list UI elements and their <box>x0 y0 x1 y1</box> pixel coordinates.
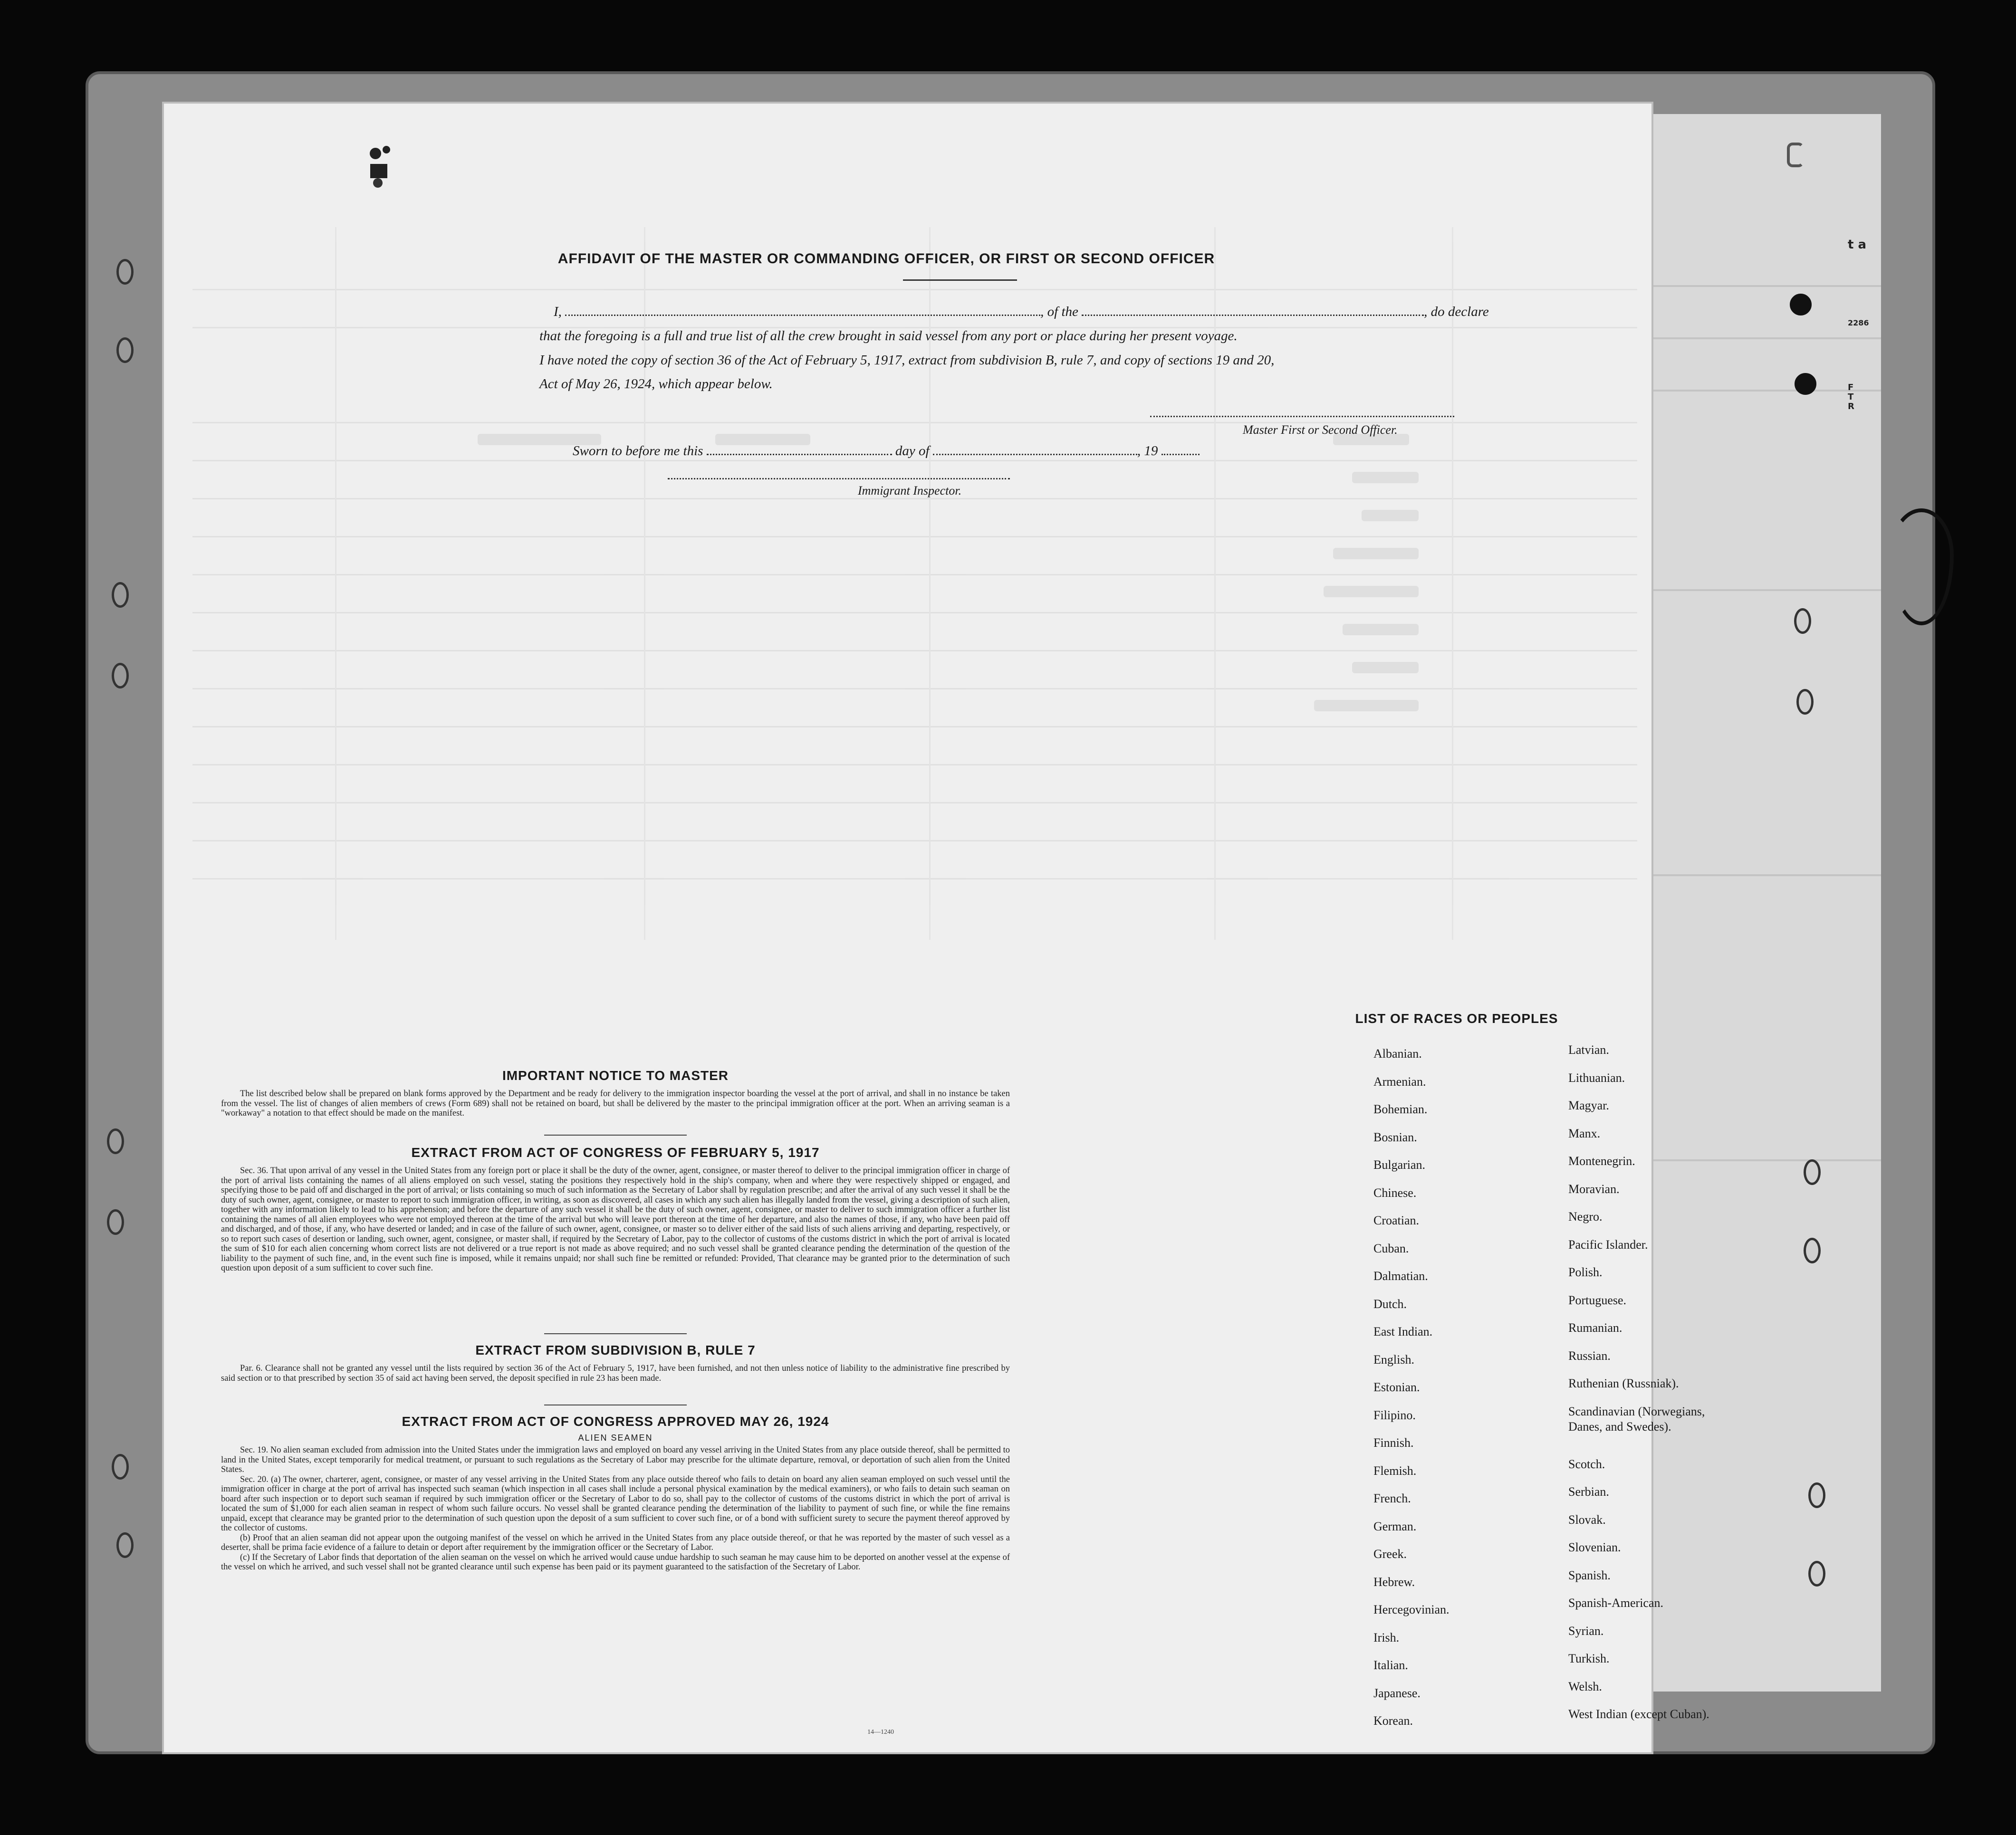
ghost-rule <box>192 764 1637 765</box>
affidavit-line-2: that the foregoing is a full and true list of all the crew brought in said vessel from any port or place during her present voyage. <box>539 328 1238 344</box>
race-item: Bosnian. <box>1373 1130 1417 1144</box>
sec-19-paragraph: Sec. 19. No alien seaman excluded from admission into the United States under the immigration laws and employed on board any vessel arriving in the United States from any place outside thereof, shall be permitted to land in the United States, except temporarily for medical treatment, or pursuant to such regulations as the Secretary of Labor may prescribe for the ultimate departure, removal, or deportation of such alien from the United States. <box>221 1445 1010 1474</box>
name-blank[interactable] <box>565 305 1040 316</box>
binder-hole <box>112 582 129 608</box>
notice-heading: IMPORTANT NOTICE TO MASTER <box>502 1068 729 1083</box>
master-signature-label: Master First or Second Officer. <box>1243 423 1398 437</box>
extract-1917-heading: EXTRACT FROM ACT OF CONGRESS OF FEBRUARY 5, 1917 <box>411 1145 820 1160</box>
race-item: Polish. <box>1568 1265 1603 1279</box>
ghost-rule <box>192 726 1637 727</box>
ghost-rule <box>192 650 1637 651</box>
sworn-year-blank[interactable] <box>1162 444 1200 455</box>
race-item: Portuguese. <box>1568 1293 1627 1307</box>
race-item: Ruthenian (Russniak). <box>1568 1376 1679 1390</box>
race-item: Hercegovinian. <box>1373 1603 1450 1616</box>
race-item: Greek. <box>1373 1547 1407 1561</box>
ghost-entry <box>1314 700 1419 711</box>
race-item: English. <box>1373 1352 1414 1367</box>
sworn-day-of: day of <box>895 443 930 459</box>
ghost-entry <box>1324 586 1419 597</box>
race-item: Spanish-American. <box>1568 1596 1664 1610</box>
binder-hole <box>116 337 134 363</box>
ghost-rule <box>1634 589 1881 591</box>
section-rule <box>544 1333 687 1334</box>
punch-hole <box>1808 1561 1825 1587</box>
race-item: Irish. <box>1373 1630 1400 1644</box>
extract-1917-text <box>221 1166 1010 1273</box>
ghost-rule <box>192 574 1637 575</box>
race-item: Bulgarian. <box>1373 1158 1426 1172</box>
notice-paragraph: The list described below shall be prepared on blank forms approved by the Department and be ready for delivery to the immigration inspector boarding the vessel at the port of arrival, and shall in no instance be taken from the vessel. The list of changes of alien members of crews (Form 689) shall not be retained on board, but shall be delivered by the master to the principal immigration officer at the port. When an arriving seaman is a "workaway" a notation to that effect should be made on the manifest. <box>221 1089 1010 1118</box>
race-item: Latvian. <box>1568 1043 1609 1057</box>
race-item: German. <box>1373 1519 1417 1533</box>
race-item: Scandinavian (Norwegians, <box>1568 1404 1705 1418</box>
race-item: Magyar. <box>1568 1099 1609 1112</box>
race-item: Montenegrin. <box>1568 1154 1635 1168</box>
race-item: Russian. <box>1568 1348 1611 1363</box>
affidavit-line-1 <box>554 304 1489 320</box>
races-title: LIST OF RACES OR PEOPLES <box>1355 1011 1558 1026</box>
ghost-rule <box>192 802 1637 803</box>
affidavit-line-3: I have noted the copy of section 36 of the Act of February 5, 1917, extract from subdivision B, rule 7, and copy of sections 19 and 20, <box>539 353 1275 368</box>
ghost-rule <box>1634 874 1881 876</box>
binder-hole <box>116 1532 134 1558</box>
binder-hole <box>112 1454 129 1480</box>
par-6-paragraph: Par. 6. Clearance shall not be granted any vessel until the lists required by section 36 of the Act of February 5, 1917, have been furnished, and not then unless notice of liability to the administrative fine prescribed by said section or to that prescribed by section 35 of said act having been served, the deposit specified in rule 23 has been made. <box>221 1364 1010 1383</box>
punch-hole <box>1794 608 1811 634</box>
ghost-entry <box>1333 548 1419 559</box>
sworn-day-blank[interactable] <box>707 444 892 455</box>
race-item: Spanish. <box>1568 1568 1611 1582</box>
edge-letters: t a <box>1848 238 1867 252</box>
vessel-blank[interactable] <box>1082 305 1424 316</box>
punch-hole <box>1804 1159 1821 1185</box>
race-item: Finnish. <box>1373 1436 1414 1450</box>
race-item: Japanese. <box>1373 1686 1421 1700</box>
master-signature-line[interactable] <box>1150 416 1454 417</box>
race-item: Italian. <box>1373 1658 1408 1672</box>
ghost-rule <box>192 840 1637 841</box>
ghost-rule <box>1634 337 1881 339</box>
race-item: Cuban. <box>1373 1241 1409 1255</box>
binder-hole <box>107 1128 124 1154</box>
sworn-line <box>573 443 1200 459</box>
ghost-rule <box>192 878 1637 879</box>
notice-text <box>221 1089 1010 1118</box>
edge-number: 2286 <box>1848 318 1869 327</box>
race-item: East Indian. <box>1373 1325 1433 1338</box>
race-item: Estonian. <box>1373 1380 1420 1394</box>
ghost-rule <box>192 536 1637 537</box>
race-item: Dalmatian. <box>1373 1269 1428 1283</box>
binder-hole <box>116 259 134 285</box>
ghost-rule <box>192 688 1637 689</box>
binder-hole <box>112 663 129 688</box>
race-item: Slovenian. <box>1568 1540 1621 1555</box>
ghost-entry <box>1352 662 1419 673</box>
race-item: Serbian. <box>1568 1485 1609 1499</box>
race-item: Rumanian. <box>1568 1321 1622 1335</box>
subdivision-b-text <box>221 1364 1010 1383</box>
alien-seamen-subheading: ALIEN SEAMEN <box>578 1433 653 1443</box>
race-item: Turkish. <box>1568 1652 1610 1666</box>
ghost-rule <box>1634 390 1881 392</box>
binder-hole <box>107 1209 124 1235</box>
sworn-year-prefix: , 19 <box>1137 443 1158 459</box>
race-item: Slovak. <box>1568 1512 1606 1527</box>
sworn-prefix: Sworn to before me this <box>573 443 703 459</box>
ghost-entry <box>1343 624 1419 635</box>
race-item: Flemish. <box>1373 1463 1417 1478</box>
ghost-rule <box>192 612 1637 613</box>
inspector-signature-label: Immigrant Inspector. <box>858 484 962 497</box>
punch-hole <box>1796 689 1814 715</box>
punch-hole <box>1795 373 1816 395</box>
sec-20a-paragraph: Sec. 20. (a) The owner, charterer, agent, consignee, or master of any vessel arriving in the United States from any place outside thereof who fails to detain on board any alien seaman employed on such vessel until the immigration officer in charge at the port of arrival has inspected such seaman (which inspection in all cases shall include a personal physical examination by the medical examiners), or who fails to detain such seaman on board after such inspection or to deport such seaman if required by such immigration officer or the Secretary of Labor to do so, shall pay to the collector of customs of the customs district in which the port of arrival is located the sum of $1,000 for each alien seaman in respect of whom such failure occurs. No vessel shall be granted clearance pending the determination of the liability to payment of such fine, or while the fine remains unpaid, except that clearance may be granted prior to the determination of such question upon the deposit of a sum sufficient to cover such fine, or of a bond with sufficient surety to secure the payment thereof approved by the collector of customs. <box>221 1474 1010 1533</box>
subdivision-b-heading: EXTRACT FROM SUBDIVISION B, RULE 7 <box>475 1343 756 1357</box>
race-item: Hebrew. <box>1373 1575 1415 1589</box>
race-item: Lithuanian. <box>1568 1070 1625 1085</box>
punch-hole <box>1804 1238 1821 1263</box>
affidavit-i-label: I, <box>554 304 562 319</box>
race-item: Moravian. <box>1568 1182 1620 1196</box>
race-item: West Indian (except Cuban). <box>1568 1707 1709 1721</box>
sec-20c-paragraph: (c) If the Secretary of Labor finds that deportation of the alien seaman on the vessel on which he arrived would cause undue hardship to such seaman he may cause him to be deported on another vessel at the expense of the vessel on which he arrived, and such vessel shall not be granted clearance until such expense has been paid or its payment guaranteed to the satisfaction of the Secretary of Labor. <box>221 1552 1010 1572</box>
sec-20b-paragraph: (b) Proof that an alien seaman did not appear upon the outgoing manifest of the vessel on which he arrived in the United States from any place outside thereof, or that he was reported by the master of such vessel as a deserter, shall be prima facie evidence of a failure to detain or deport after requirement by the immigration officer or the Secretary of Labor. <box>221 1533 1010 1552</box>
race-item: Croatian. <box>1373 1214 1420 1227</box>
manifest-back-page <box>164 104 1709 1752</box>
race-item: Korean. <box>1373 1714 1413 1728</box>
punch-hole <box>1790 294 1812 315</box>
race-item: Syrian. <box>1568 1624 1604 1638</box>
section-rule <box>544 1135 687 1136</box>
race-item: Dutch. <box>1373 1297 1407 1311</box>
race-item: Scotch. <box>1568 1457 1605 1471</box>
affidavit-declare-label: , do declare <box>1424 304 1489 319</box>
ghost-rule <box>1634 1159 1881 1161</box>
edge-letter: F <box>1848 382 1854 392</box>
affidavit-title: AFFIDAVIT OF THE MASTER OR COMMANDING OFFICER, OR FIRST OR SECOND OFFICER <box>557 251 1215 267</box>
ghost-entry <box>1362 510 1419 521</box>
form-number: 14—1240 <box>867 1729 894 1736</box>
edge-letter: R <box>1848 401 1854 411</box>
race-item: Filipino. <box>1373 1408 1416 1422</box>
race-item: Albanian. <box>1373 1047 1422 1061</box>
inspector-signature-line[interactable] <box>668 478 1010 479</box>
underlying-manifest-sheet <box>1630 114 1881 1692</box>
sworn-month-blank[interactable] <box>933 444 1137 455</box>
punch-hole <box>1808 1482 1825 1508</box>
race-item: Armenian. <box>1373 1074 1426 1089</box>
race-item: Danes, and Swedes). <box>1568 1419 1671 1434</box>
affidavit-section <box>164 146 1651 507</box>
sec-36-paragraph: Sec. 36. That upon arrival of any vessel in the United States from any foreign port or place it shall be the duty of the owner, agent, consignee, or master thereof to deliver to the principal immigration officer in charge of the port of arrival lists containing the names of all aliens employed on such vessel, stating the positions they respectively hold in the ship's company, when and where they were respectively shipped or engaged, and specifying those to be paid off and discharged in the port of arrival; or lists containing so much of such information as the Secretary of Labor shall by regulation prescribe; and after the arrival of any such vessel it shall be the duty of such owner, agent, consignee, or master to report to such immigration officer, in writing, as soon as discovered, all cases in which any such alien has illegally landed from the vessel, giving a description of such alien, together with any information likely to lead to his apprehension; and before the departure of any such vessel it shall be the duty of such owner, agent, consignee, or master to deliver to such immigration officer a further list containing the names of all alien employees who were not employed thereon at the time of the arrival but who will leave port thereon at the time of her departure, and also the names of those, if any, who have been paid off and discharged, and of those, if any, who have deserted or landed; and in case of the failure of such owner, agent, consignee, or master so to deliver either of the said lists of such aliens arriving and departing, respectively, or so to report such cases of desertion or landing, such owner, agent, consignee, or master shall, if required by the Secretary of Labor, pay to the collector of customs of the customs district in which the port of arrival is located the sum of $10 for each alien concerning whom correct lists are not delivered or a true report is not made as above required; and no such vessel shall be granted clearance pending the determination of the question of the liability to the payment of such fine, and, in the event such fine is imposed, while it remains unpaid; nor shall such fine be remitted or refunded: Provided, That clearance may be granted prior to the determination of such question upon deposit of a sum sufficient to cover such fine. <box>221 1166 1010 1273</box>
binder-hook-icon <box>1787 143 1804 167</box>
race-item: French. <box>1373 1491 1411 1505</box>
ghost-rule <box>1634 285 1881 287</box>
extract-1924-text <box>221 1445 1010 1572</box>
extract-1924-heading: EXTRACT FROM ACT OF CONGRESS APPROVED MAY 26, 1924 <box>402 1414 829 1429</box>
race-item: Pacific Islander. <box>1568 1237 1648 1252</box>
race-item: Chinese. <box>1373 1185 1417 1200</box>
affidavit-title-rule <box>903 279 1017 281</box>
edge-letter: T <box>1848 392 1854 402</box>
affidavit-line-4: Act of May 26, 1924, which appear below. <box>539 376 773 392</box>
race-item: Bohemian. <box>1373 1102 1428 1116</box>
race-item: Welsh. <box>1568 1679 1602 1693</box>
race-item: Negro. <box>1568 1210 1603 1223</box>
race-item: Manx. <box>1568 1126 1601 1140</box>
affidavit-of-the-label: , of the <box>1040 304 1078 319</box>
